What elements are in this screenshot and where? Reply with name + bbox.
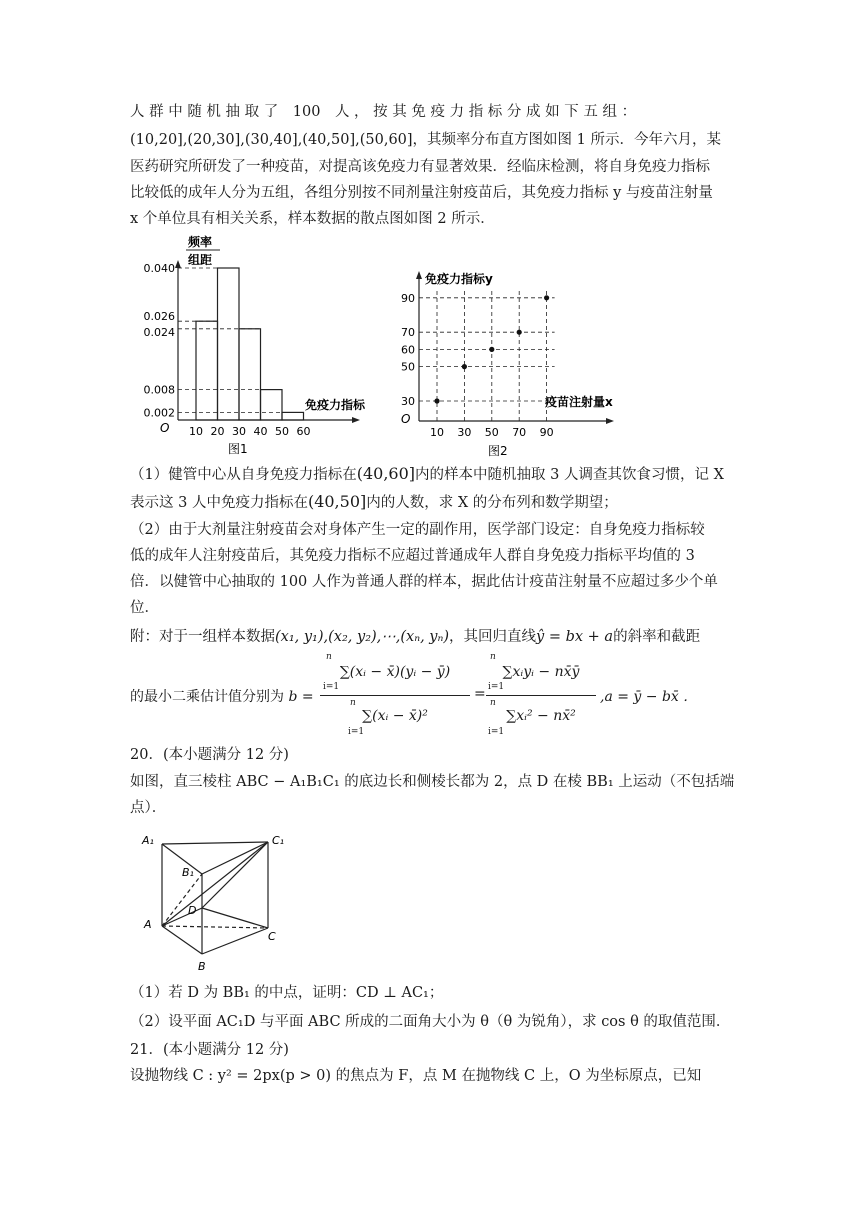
label-a: A (144, 918, 152, 931)
frac2-numerator: ∑xᵢyᵢ − nx̄ȳ (502, 664, 580, 680)
q19-interval-40-50: (40,50] (307, 492, 367, 511)
q19-p1f: 内的人数，求 X 的分布列和数学期望； (366, 495, 618, 511)
scatter-xtick-1: 30 (457, 426, 472, 439)
scatter-point-2 (489, 347, 494, 352)
frac1-numerator: ∑(xᵢ − x̄)(yᵢ − ȳ) (339, 664, 451, 680)
scatter-caption: 图2 (488, 444, 508, 458)
scatter-ytick-1: 70 (401, 326, 415, 340)
scatter-ytick-3: 50 (401, 360, 415, 374)
scatter-xtick-2: 50 (484, 426, 499, 439)
frac1-bar (320, 695, 470, 696)
q19-part1-line2 (130, 492, 618, 513)
hist-ytick-0: 0.040 (143, 262, 175, 275)
prism-svg (140, 828, 300, 978)
label-a1: A₁ (142, 834, 154, 847)
scatter-ytick-4: 30 (401, 395, 415, 408)
scatter-point-0 (434, 398, 439, 403)
intro-line-4: 比较低的成年人分为五组，各组分别按不同剂量注射疫苗后，其免疫力指标 y 与疫苗注射量 (130, 185, 713, 201)
label-b: B (198, 960, 206, 973)
intro-line-3: 医药研究所研发了一种疫苗，对提高该免疫力有显著效果．经临床检测，将自身免疫力指标 (130, 159, 710, 175)
edge-a-b (162, 926, 202, 954)
label-d: D (188, 904, 197, 917)
q20-sub1: （1）若 D 为 BB₁ 的中点，证明：CD ⊥ AC₁； (130, 985, 444, 1001)
formula-intercept: ,a = ȳ − bx̄ ． (600, 689, 698, 705)
q20-line2: 点）． (130, 800, 167, 816)
edge-d-c (202, 908, 268, 928)
formula-lead (130, 686, 314, 706)
q19-part1-line1 (130, 464, 724, 485)
q19-part2-line4: 位． (130, 600, 159, 616)
prism-figure (140, 828, 300, 978)
hist-ylabel-top: 频率 (188, 235, 213, 249)
q21-line1: 设抛物线 C : y² = 2px(p > 0) 的焦点为 F，点 M 在抛物线 C 上，O 为坐标原点，已知 (130, 1068, 702, 1084)
frac2-sum-top-den: n (490, 698, 496, 708)
scatter-svg (395, 265, 615, 465)
hist-bar-0 (196, 321, 218, 420)
att-sample-data: (x₁, y₁),(x₂, y₂),⋯,(xₙ, yₙ) (275, 629, 450, 645)
hist-bar-4 (282, 412, 304, 420)
scatter-xtick-0: 10 (430, 426, 444, 439)
scatter-origin: O (401, 412, 411, 426)
frac1-sum-top-den: n (350, 698, 356, 708)
q20-heading: 20．(本小题满分 12 分) (130, 747, 289, 763)
edge-b-c (202, 928, 268, 954)
att-text-e: 的斜率和截距 (613, 629, 701, 645)
q19-p1a: （1）健管中心从自身免疫力指标在 (130, 467, 357, 483)
fraction-2 (486, 652, 596, 742)
intro-line-2: (10,20],(20,30],(30,40],(40,50],(50,60]，其频率分布直方图如图 1 所示．今年六月，某 (130, 132, 722, 148)
q19-p1d: 表示这 3 人中免疫力指标在 (130, 495, 308, 511)
hist-ytick-2: 0.024 (143, 325, 175, 339)
q21-heading: 21．(本小题满分 12 分) (130, 1042, 289, 1058)
formula-lead-text: 的最小二乘估计值分别为 (130, 689, 284, 705)
label-c: C (268, 930, 276, 943)
hist-xtick-2: 30 (232, 425, 246, 438)
least-squares-formula (130, 652, 730, 742)
hist-ytick-1: 0.026 (143, 310, 175, 324)
edge-a-c1-hidden (162, 874, 202, 926)
att-text-a: 附：对于一组样本数据 (130, 629, 275, 645)
formula-b-equals: b = (284, 689, 314, 705)
q20-line1: 如图，直三棱柱 ABC − A₁B₁C₁ 的底边长和侧棱长都为 2，点 D 在棱 BB₁ 上运动（不包括端 (130, 774, 735, 790)
frac1-sum-top: n (326, 652, 332, 662)
hist-y-arrow (175, 260, 181, 268)
figure-2-scatter (395, 265, 615, 465)
hist-bar-3 (261, 390, 283, 420)
hist-xtick-5: 60 (296, 425, 311, 438)
scatter-xtick-3: 70 (512, 426, 527, 439)
hist-ytick-4: 0.002 (143, 406, 175, 420)
frac1-sum-bot-den: i=1 (348, 727, 365, 737)
intro-line-5: x 个单位具有相关关系，样本数据的散点图如图 2 所示． (130, 211, 495, 227)
scatter-point-3 (517, 330, 522, 335)
hist-xtick-4: 50 (275, 425, 289, 438)
label-c1: C₁ (272, 834, 285, 847)
hist-xtick-3: 40 (253, 425, 268, 438)
scatter-xtick-4: 90 (539, 426, 554, 439)
q19-part2-line2: 低的成年人注射疫苗后，其免疫力指标不应超过普通成年人群自身免疫力指标平均值的 3 (130, 548, 695, 564)
frac2-sum-bot-den: i=1 (488, 727, 505, 737)
histogram-svg (143, 232, 390, 462)
hist-bar-2 (239, 329, 261, 420)
frac2-sum-bot: i=1 (488, 682, 505, 692)
hist-caption: 图1 (228, 442, 248, 456)
edge-b1-c1 (202, 842, 268, 874)
frac2-sum-top: n (490, 652, 496, 662)
att-regression-line: ŷ = bx + a (536, 629, 614, 645)
frac1-sum-bot: i=1 (323, 682, 340, 692)
scatter-x-arrow (606, 418, 614, 424)
hist-xlabel: 免疫力指标 (305, 398, 366, 412)
edge-a-c-hidden (162, 926, 268, 928)
hist-xtick-1: 20 (210, 425, 225, 438)
label-b1: B₁ (182, 866, 194, 879)
q20-sub2: （2）设平面 AC₁D 与平面 ABC 所成的二面角大小为 θ（θ 为锐角），求 cos θ 的取值范围． (130, 1014, 731, 1030)
q19-p1c: 内的样本中随机抽取 3 人调查其饮食习惯，记 X (415, 467, 724, 483)
scatter-xlabel: 疫苗注射量x (545, 395, 613, 409)
frac1-denominator: ∑(xᵢ − x̄)² (362, 708, 428, 724)
figure-1-histogram (143, 232, 390, 462)
hist-x-arrow (352, 417, 360, 423)
q19-attachment-line1 (130, 627, 700, 647)
q19-part2-line3: 倍．以健管中心抽取的 100 人作为普通人群的样本，据此估计疫苗注射量不应超过多少个单 (130, 574, 718, 590)
scatter-point-1 (462, 364, 467, 369)
hist-xtick-0: 10 (189, 425, 203, 438)
att-text-c: ，其回归直线 (449, 629, 537, 645)
edge-c1-d (202, 842, 268, 908)
frac2-denominator: ∑xᵢ² − nx̄² (506, 708, 576, 724)
edge-a1-c1 (162, 842, 268, 844)
hist-bar-1 (218, 268, 240, 420)
q19-interval-40-60: (40,60] (356, 464, 416, 483)
hist-origin: O (160, 421, 170, 435)
scatter-ylabel: 免疫力指标y (425, 272, 493, 286)
hist-ylabel-bottom: 组距 (188, 253, 213, 267)
scatter-ytick-2: 60 (401, 343, 415, 357)
scatter-point-4 (544, 295, 549, 300)
edge-a-c1-diagonal (162, 842, 268, 926)
scatter-ytick-0: 90 (401, 291, 415, 305)
hist-ytick-3: 0.008 (143, 383, 175, 397)
intro-line-1: 人 群 中 随 机 抽 取 了 100 人 ， 按 其 免 疫 力 指 标 分 成 如 下 五 组 ： (130, 104, 637, 120)
scatter-y-arrow (416, 271, 422, 279)
frac2-bar (486, 695, 596, 696)
q19-part2-line1: （2）由于大剂量注射疫苗会对身体产生一定的副作用，医学部门设定：自身免疫力指标较 (130, 522, 705, 538)
fraction-1 (320, 652, 470, 742)
formula-equals: = (474, 686, 486, 702)
